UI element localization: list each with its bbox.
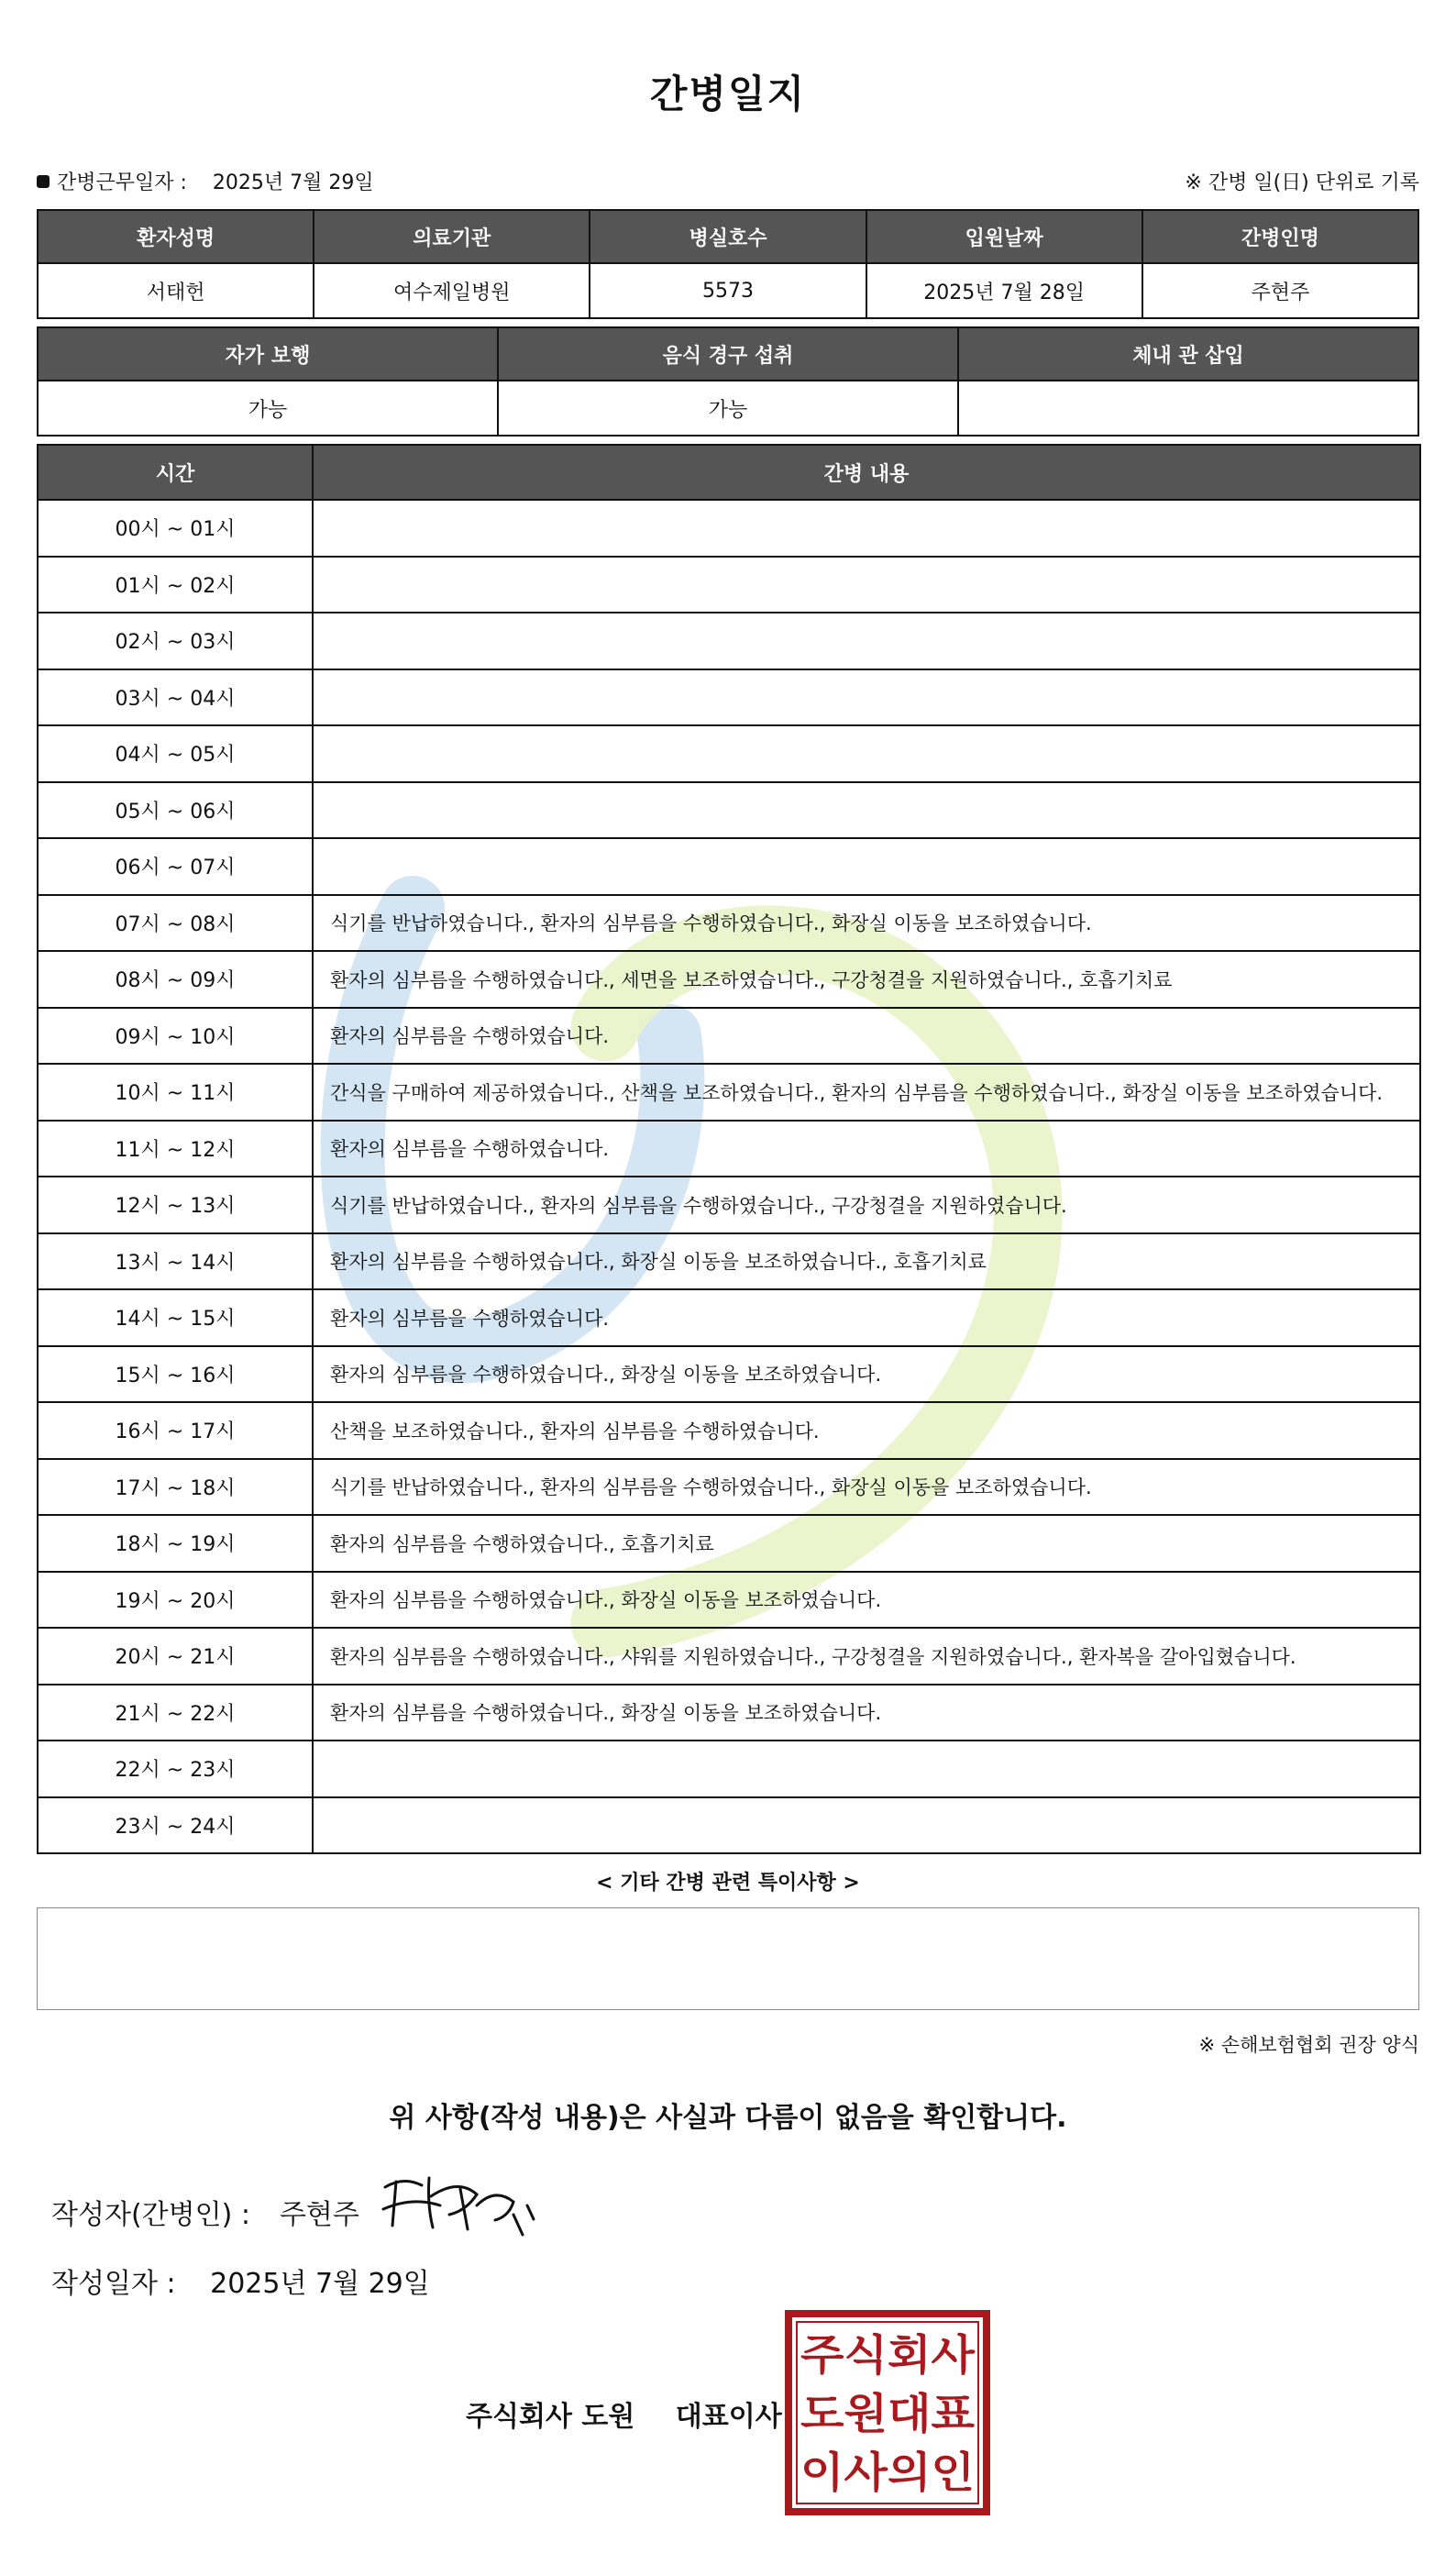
care-log-time: 16시 ~ 17시 bbox=[38, 1402, 313, 1459]
bullet-icon bbox=[37, 175, 50, 188]
document-title: 간병일지 bbox=[649, 72, 807, 116]
care-log-row bbox=[38, 613, 1420, 669]
header-time: 시간 bbox=[38, 445, 313, 500]
care-log-row bbox=[38, 669, 1420, 726]
written-date-line bbox=[51, 2260, 430, 2301]
care-log-content bbox=[313, 1741, 1420, 1797]
work-date-group bbox=[37, 167, 374, 195]
care-log-row bbox=[38, 1402, 1420, 1459]
meta-row bbox=[37, 167, 1419, 194]
oral-intake-value: 가능 bbox=[498, 381, 958, 436]
care-log-content: 환자의 심부름을 수행하였습니다., 세면을 보조하였습니다., 구강청결을 지원하였습니다., 호흡기치료 bbox=[313, 951, 1420, 1008]
care-log-time: 22시 ~ 23시 bbox=[38, 1741, 313, 1797]
care-log-content: 식기를 반납하였습니다., 환자의 심부름을 수행하였습니다., 화장실 이동을 보조하였습니다. bbox=[313, 1459, 1420, 1516]
care-log-row bbox=[38, 557, 1420, 613]
care-log-row bbox=[38, 1233, 1420, 1290]
company-line bbox=[466, 2393, 782, 2434]
header-care-content: 간병 내용 bbox=[313, 445, 1420, 500]
care-log-time: 08시 ~ 09시 bbox=[38, 951, 313, 1008]
care-log-content: 환자의 심부름을 수행하였습니다. bbox=[313, 1121, 1420, 1177]
admission-date: 2025년 7월 28일 bbox=[866, 263, 1142, 318]
care-log-body bbox=[38, 500, 1420, 1853]
work-date-value: 2025년 7월 29일 bbox=[212, 171, 374, 194]
care-log-row bbox=[38, 1346, 1420, 1403]
company-title: 대표이사 bbox=[675, 2401, 782, 2433]
care-log-row bbox=[38, 1685, 1420, 1741]
unit-note: ※ 간병 일(日) 단위로 기록 bbox=[1185, 171, 1419, 194]
writer-line bbox=[51, 2192, 359, 2232]
care-log-time: 05시 ~ 06시 bbox=[38, 782, 313, 839]
svg-text:주식회사: 주식회사 bbox=[800, 2330, 976, 2380]
care-log-time: 03시 ~ 04시 bbox=[38, 669, 313, 726]
header-caregiver-name: 간병인명 bbox=[1142, 210, 1418, 263]
svg-text:이사의인: 이사의인 bbox=[800, 2448, 975, 2497]
care-log-row bbox=[38, 725, 1420, 782]
care-log-time: 13시 ~ 14시 bbox=[38, 1233, 313, 1290]
care-log-time: 12시 ~ 13시 bbox=[38, 1177, 313, 1233]
care-log-row bbox=[38, 1064, 1420, 1121]
care-log-row bbox=[38, 1741, 1420, 1797]
patient-ability-table bbox=[37, 326, 1419, 437]
care-log-row bbox=[38, 1572, 1420, 1629]
care-log-content: 환자의 심부름을 수행하였습니다., 화장실 이동을 보조하였습니다. bbox=[313, 1346, 1420, 1403]
care-log-content: 환자의 심부름을 수행하였습니다., 화장실 이동을 보조하였습니다., 호흡기치료 bbox=[313, 1233, 1420, 1290]
special-notes-title: < 기타 간병 관련 특이사항 > bbox=[596, 1872, 860, 1895]
company-seal bbox=[784, 2309, 991, 2516]
care-log-content bbox=[313, 782, 1420, 839]
care-log-content: 환자의 심부름을 수행하였습니다., 화장실 이동을 보조하였습니다. bbox=[313, 1685, 1420, 1741]
header-hospital: 의료기관 bbox=[314, 210, 590, 263]
care-log-row bbox=[38, 1121, 1420, 1177]
care-log-row bbox=[38, 951, 1420, 1008]
handwritten-signature bbox=[376, 2169, 550, 2242]
care-log-content bbox=[313, 669, 1420, 726]
care-log-content bbox=[313, 613, 1420, 669]
care-log-time: 11시 ~ 12시 bbox=[38, 1121, 313, 1177]
care-log-content: 산책을 보조하였습니다., 환자의 심부름을 수행하였습니다. bbox=[313, 1402, 1420, 1459]
care-log-content: 환자의 심부름을 수행하였습니다. bbox=[313, 1008, 1420, 1065]
care-log-time: 01시 ~ 02시 bbox=[38, 557, 313, 613]
form-source-note: ※ 손해보험협회 권장 양식 bbox=[1198, 2034, 1419, 2056]
patient-info-header-row bbox=[38, 210, 1418, 263]
care-log-time: 14시 ~ 15시 bbox=[38, 1289, 313, 1346]
caregiver-name: 주현주 bbox=[1142, 263, 1418, 318]
care-log-content bbox=[313, 838, 1420, 895]
care-log-time: 00시 ~ 01시 bbox=[38, 500, 313, 557]
work-date-label: 간병근무일자 : bbox=[57, 171, 187, 194]
written-date-value: 2025년 7월 29일 bbox=[210, 2268, 430, 2300]
care-log-time: 15시 ~ 16시 bbox=[38, 1346, 313, 1403]
care-log-time: 18시 ~ 19시 bbox=[38, 1515, 313, 1572]
tube-insertion-value bbox=[958, 381, 1418, 436]
care-log-content: 간식을 구매하여 제공하였습니다., 산책을 보조하였습니다., 환자의 심부름을 수행하였습니다., 화장실 이동을 보조하였습니다. bbox=[313, 1064, 1420, 1121]
care-log-row bbox=[38, 1289, 1420, 1346]
header-room-number: 병실호수 bbox=[590, 210, 866, 263]
care-log-row bbox=[38, 1515, 1420, 1572]
care-log-time: 17시 ~ 18시 bbox=[38, 1459, 313, 1516]
writer-name: 주현주 bbox=[279, 2199, 359, 2231]
care-log-row bbox=[38, 838, 1420, 895]
self-walking-value: 가능 bbox=[38, 381, 498, 436]
writer-label: 작성자(간병인) : bbox=[51, 2199, 250, 2231]
care-log-time: 09시 ~ 10시 bbox=[38, 1008, 313, 1065]
care-log-time: 06시 ~ 07시 bbox=[38, 838, 313, 895]
care-log-time: 21시 ~ 22시 bbox=[38, 1685, 313, 1741]
care-log-table bbox=[37, 444, 1421, 1854]
care-log-time: 02시 ~ 03시 bbox=[38, 613, 313, 669]
header-self-walking: 자가 보행 bbox=[38, 327, 498, 381]
care-log-content bbox=[313, 725, 1420, 782]
header-oral-intake: 음식 경구 섭취 bbox=[498, 327, 958, 381]
header-patient-name: 환자성명 bbox=[38, 210, 314, 263]
special-notes-box bbox=[37, 1907, 1419, 2010]
care-log-row bbox=[38, 895, 1420, 952]
care-log-time: 10시 ~ 11시 bbox=[38, 1064, 313, 1121]
care-log-row bbox=[38, 1628, 1420, 1685]
room-number: 5573 bbox=[590, 263, 866, 318]
care-log-time: 19시 ~ 20시 bbox=[38, 1572, 313, 1629]
care-log-content: 식기를 반납하였습니다., 환자의 심부름을 수행하였습니다., 구강청결을 지원하였습니다. bbox=[313, 1177, 1420, 1233]
care-log-row bbox=[38, 1797, 1420, 1854]
care-log-row bbox=[38, 782, 1420, 839]
svg-text:도원대표: 도원대표 bbox=[800, 2389, 976, 2438]
care-log-content: 환자의 심부름을 수행하였습니다., 샤워를 지원하였습니다., 구강청결을 지원하였습니다., 환자복을 갈아입혔습니다. bbox=[313, 1628, 1420, 1685]
care-log-row bbox=[38, 1008, 1420, 1065]
patient-info-table bbox=[37, 209, 1419, 319]
hospital-name: 여수제일병원 bbox=[314, 263, 590, 318]
written-date-label: 작성일자 : bbox=[51, 2268, 176, 2300]
company-name: 주식회사 도원 bbox=[466, 2401, 635, 2433]
care-log-time: 23시 ~ 24시 bbox=[38, 1797, 313, 1854]
header-admission-date: 입원날짜 bbox=[866, 210, 1142, 263]
care-log-content: 환자의 심부름을 수행하였습니다., 호흡기치료 bbox=[313, 1515, 1420, 1572]
care-log-content: 환자의 심부름을 수행하였습니다., 화장실 이동을 보조하였습니다. bbox=[313, 1572, 1420, 1629]
patient-name: 서태헌 bbox=[38, 263, 314, 318]
care-log-content bbox=[313, 1797, 1420, 1854]
ability-header-row bbox=[38, 327, 1418, 381]
care-log-time: 04시 ~ 05시 bbox=[38, 725, 313, 782]
care-log-time: 20시 ~ 21시 bbox=[38, 1628, 313, 1685]
ability-value-row bbox=[38, 381, 1418, 436]
care-log-content: 식기를 반납하였습니다., 환자의 심부름을 수행하였습니다., 화장실 이동을 보조하였습니다. bbox=[313, 895, 1420, 952]
confirmation-statement: 위 사항(작성 내용)은 사실과 다름이 없음을 확인합니다. bbox=[389, 2102, 1067, 2134]
care-log-content bbox=[313, 557, 1420, 613]
care-log-row bbox=[38, 1459, 1420, 1516]
patient-info-value-row bbox=[38, 263, 1418, 318]
care-log-time: 07시 ~ 08시 bbox=[38, 895, 313, 952]
care-log-content: 환자의 심부름을 수행하였습니다. bbox=[313, 1289, 1420, 1346]
care-log-content bbox=[313, 500, 1420, 557]
header-tube-insertion: 체내 관 삽입 bbox=[958, 327, 1418, 381]
care-log-header-row bbox=[38, 445, 1420, 500]
care-log-row bbox=[38, 500, 1420, 557]
care-log-row bbox=[38, 1177, 1420, 1233]
